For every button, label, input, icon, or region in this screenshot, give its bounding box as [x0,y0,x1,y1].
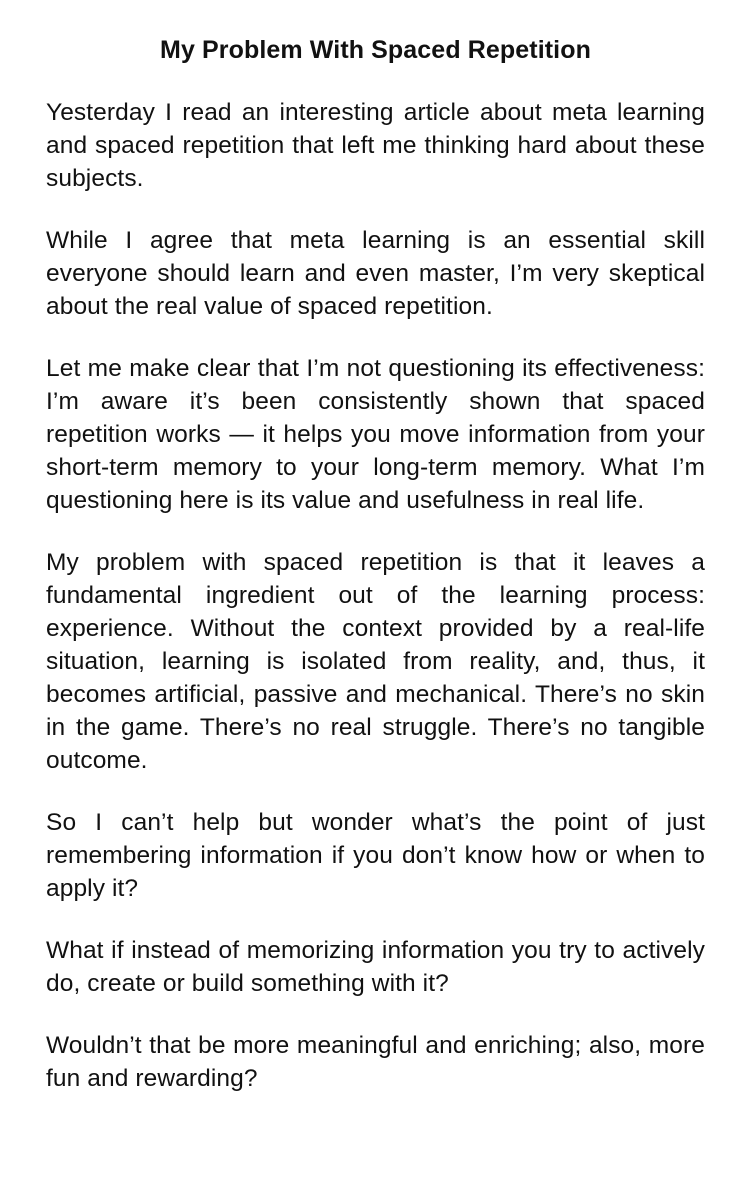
paragraph-7: Wouldn’t that be more meaningful and enriching; also, more fun and rewarding? [46,1032,705,1092]
paragraph-2: While I agree that meta learning is an essential skill everyone should learn and even master, I’m very skeptical about the real value of spaced repetition. [46,227,705,320]
article-title: My Problem With Spaced Repetition [160,36,591,64]
paragraph-4: My problem with spaced repetition is that it leaves a fundamental ingredient out of the learning process: experience. Without the context provided by a real-life situation, learning is isolated from reality, and, thus, it becomes artificial, passive and mechanical. There’s no skin in the game. There’s no real struggle. There’s no tangible outcome. [46,549,705,774]
paragraph-6: What if instead of memorizing information you try to actively do, create or build something with it? [46,937,705,997]
paragraph-5: So I can’t help but wonder what’s the point of just remembering information if you don’t know how or when to apply it? [46,809,705,902]
article [46,32,705,1095]
paragraph-1: Yesterday I read an interesting article about meta learning and spaced repetition that left me thinking hard about these subjects. [46,99,705,192]
paragraph-3: Let me make clear that I’m not questioning its effectiveness: I’m aware it’s been consistently shown that spaced repetition works — it helps you move information from your short-term memory to your long-term memory. What I’m questioning here is its value and usefulness in real life. [46,355,705,514]
